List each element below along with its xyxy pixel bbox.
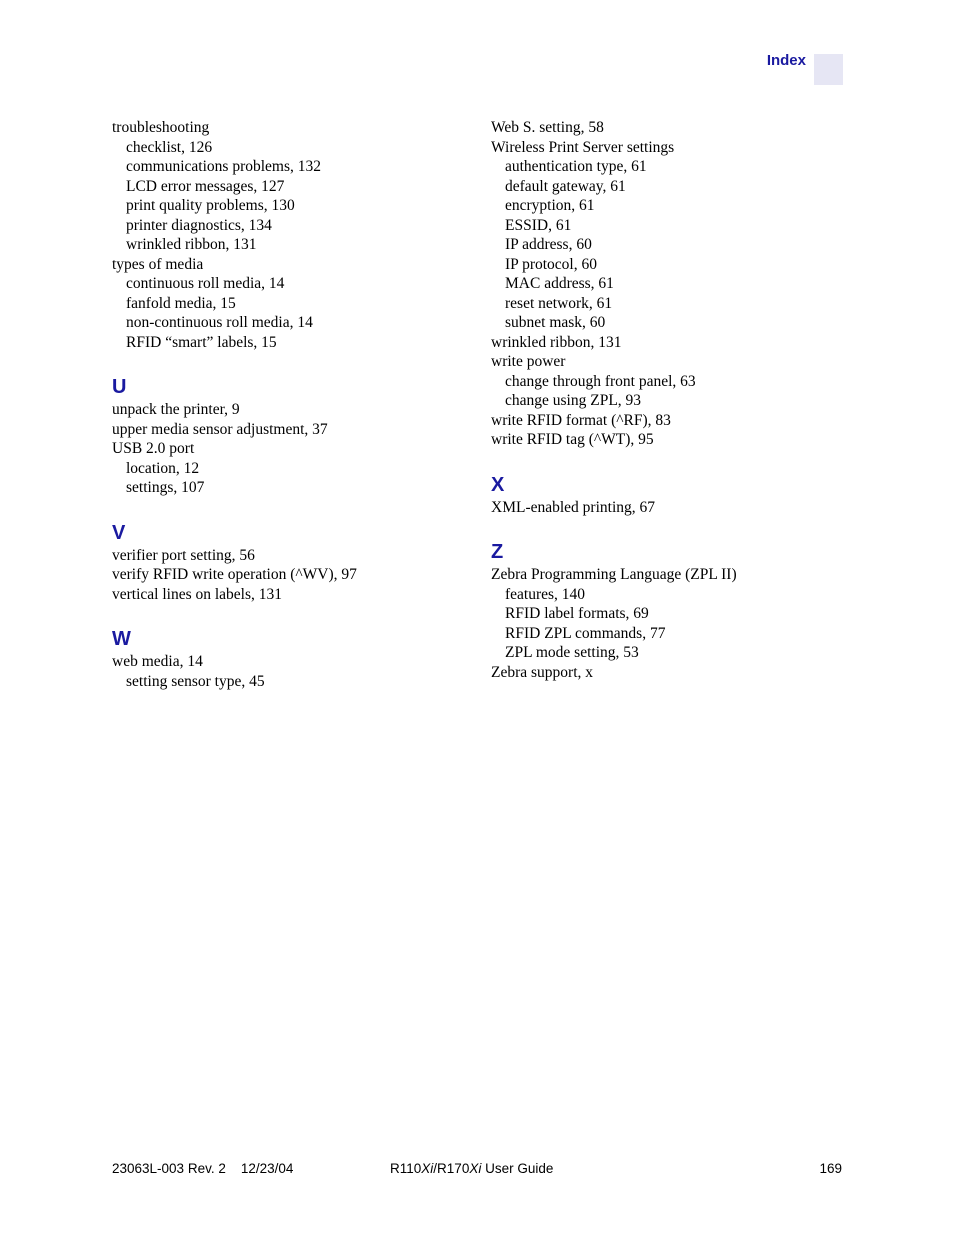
index-subentry: checklist, 126	[126, 138, 213, 156]
index-entry: verifier port setting, 56	[112, 546, 255, 564]
index-entry: XML-enabled printing, 67	[491, 498, 656, 516]
footer-page-number: 169	[819, 1161, 842, 1176]
index-subentry: IP protocol, 60	[505, 255, 597, 273]
section-header-label: Index	[766, 52, 806, 69]
index-subentry: settings, 107	[126, 479, 205, 496]
footer-title-part: Xi	[421, 1161, 434, 1176]
index-letter-heading: W	[112, 628, 131, 650]
index-column-left	[112, 118, 472, 691]
index-subentry: wrinkled ribbon, 131	[126, 236, 257, 253]
index-entry: troubleshooting	[112, 119, 210, 136]
index-subentry: fanfold media, 15	[126, 294, 236, 312]
index-subentry: location, 12	[126, 459, 200, 477]
index-entry: upper media sensor adjustment, 37	[112, 420, 328, 438]
index-subentry: default gateway, 61	[505, 177, 626, 195]
index-entry: verify RFID write operation (^WV), 97	[112, 566, 357, 583]
footer-title-part: Xi	[469, 1161, 482, 1176]
index-letter-heading: Z	[491, 541, 504, 563]
index-subentry: RFID label formats, 69	[505, 605, 649, 622]
index-subentry: change using ZPL, 93	[505, 392, 642, 409]
index-subentry: communications problems, 132	[126, 158, 322, 175]
index-entry: vertical lines on labels, 131	[112, 585, 283, 603]
index-letter-heading: U	[112, 376, 127, 398]
index-entry: USB 2.0 port	[112, 440, 195, 457]
index-subentry: RFID “smart” labels, 15	[126, 333, 277, 351]
footer-title-part: /R170	[433, 1161, 470, 1176]
index-subentry: continuous roll media, 14	[126, 275, 285, 292]
index-subentry: ZPL mode setting, 53	[505, 644, 639, 661]
index-subentry: IP address, 60	[505, 236, 592, 253]
index-column-right	[491, 118, 851, 682]
index-subentry: printer diagnostics, 134	[126, 216, 272, 234]
section-tab-marker	[814, 54, 843, 85]
index-entry: Web S. setting, 58	[491, 119, 604, 136]
index-entry: write RFID tag (^WT), 95	[491, 431, 654, 448]
index-letter-heading: V	[112, 521, 126, 544]
index-subentry: print quality problems, 130	[126, 197, 295, 214]
index-entry: web media, 14	[112, 653, 203, 670]
index-subentry: subnet mask, 60	[505, 314, 606, 331]
footer-doc-id: 23063L-003 Rev. 2 12/23/04	[112, 1161, 294, 1176]
index-entry: Zebra Programming Language (ZPL II)	[491, 566, 737, 583]
index-entry: wrinkled ribbon, 131	[491, 333, 622, 351]
index-entry: unpack the printer, 9	[112, 401, 240, 418]
index-subentry: ESSID, 61	[505, 216, 572, 234]
index-entry: write power	[491, 353, 566, 370]
index-entry: write RFID format (^RF), 83	[491, 411, 671, 429]
index-subentry: RFID ZPL commands, 77	[505, 624, 666, 642]
index-subentry: features, 140	[505, 585, 586, 603]
index-entry: types of media	[112, 255, 204, 273]
index-subentry: authentication type, 61	[505, 158, 647, 175]
index-subentry: LCD error messages, 127	[126, 177, 285, 195]
index-entry: Wireless Print Server settings	[491, 138, 675, 156]
index-subentry: change through front panel, 63	[505, 372, 696, 390]
footer-title-part: User Guide	[481, 1161, 554, 1176]
index-letter-heading: X	[491, 473, 505, 496]
index-subentry: MAC address, 61	[505, 275, 614, 292]
index-subentry: setting sensor type, 45	[126, 672, 265, 690]
index-subentry: non-continuous roll media, 14	[126, 314, 313, 331]
index-subentry: encryption, 61	[505, 197, 595, 214]
index-subentry: reset network, 61	[505, 294, 613, 312]
footer-title	[390, 1161, 553, 1176]
index-entry: Zebra support, x	[491, 663, 594, 681]
footer-title-part: R110	[390, 1161, 422, 1176]
